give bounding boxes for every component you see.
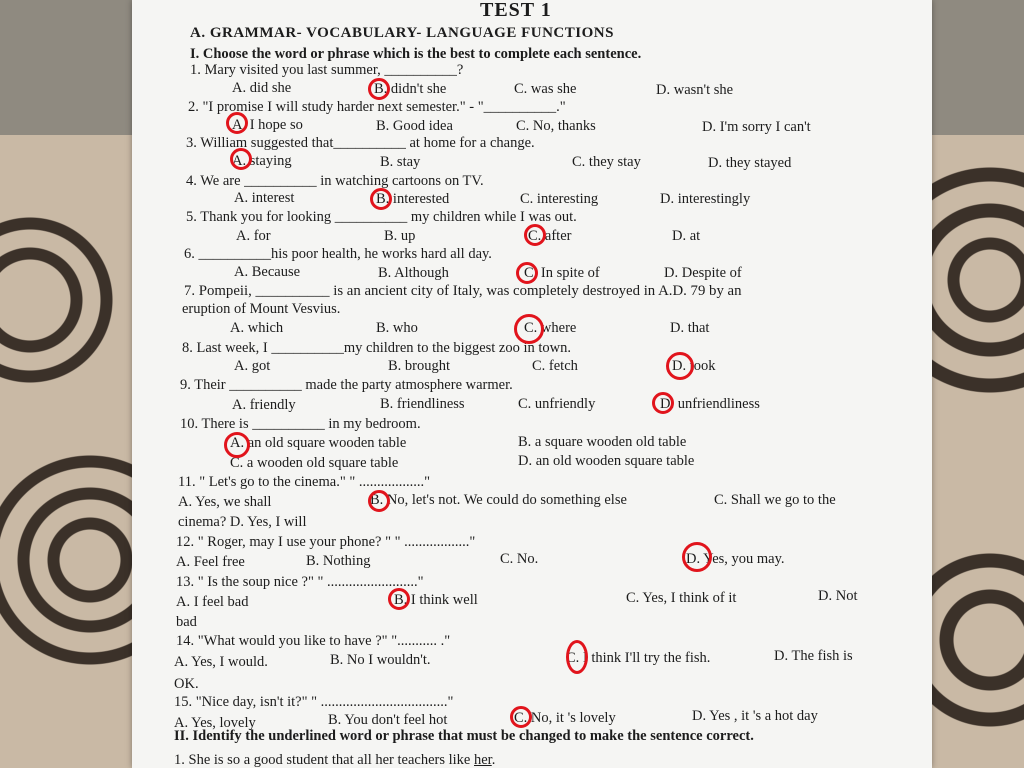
q13-option-b: B. I think well	[394, 592, 478, 608]
q1-option-d: D. wasn't she	[656, 82, 734, 98]
answer-circle-q1	[368, 78, 390, 100]
q9-option-b: B. friendliness	[380, 396, 465, 412]
q5-option-a: A. for	[236, 228, 271, 244]
q14-option-c: C. I think I'll try the fish.	[566, 650, 711, 666]
question-8: 8. Last week, I __________my children to the biggest zoo in town.	[182, 340, 572, 356]
q12-option-c: C. No.	[500, 551, 539, 567]
q13-option-d-cont: bad	[176, 614, 197, 630]
q11-option-c: C. Shall we go to the	[714, 492, 836, 508]
question-4: 4. We are __________ in watching cartoons on TV.	[186, 173, 484, 189]
q14-option-a: A. Yes, I would.	[174, 654, 268, 670]
q14-option-d-cont: OK.	[174, 676, 199, 692]
part-2-question-1-text: 1. She is so a good student that all her teachers like	[174, 752, 474, 768]
section-heading: A. GRAMMAR- VOCABULARY- LANGUAGE FUNCTIONS	[190, 25, 614, 41]
question-10: 10. There is __________ in my bedroom.	[180, 416, 421, 432]
q5-option-b: B. up	[384, 228, 416, 244]
q12-option-b: B. Nothing	[306, 553, 371, 569]
answer-circle-q14	[566, 640, 588, 674]
q7-option-c: C. where	[524, 320, 577, 336]
q10-option-d: D. an old wooden square table	[518, 453, 695, 469]
q1-option-b: B. didn't she	[374, 81, 447, 97]
q15-option-d: D. Yes , it 's a hot day	[692, 708, 818, 724]
question-12: 12. " Roger, may I use your phone? " " .................."	[176, 534, 476, 550]
answer-circle-q7	[514, 314, 544, 344]
question-9: 9. Their __________ made the party atmosphere warmer.	[180, 377, 513, 393]
q12-option-d: D. Yes, you may.	[686, 551, 785, 567]
q9-option-c: C. unfriendly	[518, 396, 596, 412]
question-1: 1. Mary visited you last summer, __________?	[190, 62, 464, 78]
q7-option-d: D. that	[670, 320, 710, 336]
question-7: 7. Pompeii, __________ is an ancient city of Italy, was completely destroyed in A.D. 79 by an	[184, 283, 742, 299]
q6-option-b: B. Although	[378, 265, 449, 281]
q2-option-d: D. I'm sorry I can't	[702, 119, 811, 135]
question-15: 15. "Nice day, isn't it?" " ..................................."	[174, 694, 454, 710]
q15-option-c: C. No, it 's lovely	[514, 710, 616, 726]
q10-option-b: B. a square wooden old table	[518, 434, 687, 450]
q1-option-c: C. was she	[514, 81, 577, 97]
q2-option-b: B. Good idea	[376, 118, 453, 134]
q11-option-b: B. No, let's not. We could do something else	[370, 492, 627, 508]
q12-option-a: A. Feel free	[176, 554, 245, 570]
q15-option-b: B. You don't feel hot	[328, 712, 448, 728]
q5-option-c: C. after	[528, 228, 572, 244]
instruction-2: II. Identify the underlined word or phrase that must be changed to make the sentence correct.	[174, 728, 754, 744]
question-3: 3. William suggested that__________ at home for a change.	[186, 135, 535, 151]
question-5: 5. Thank you for looking __________ my children while I was out.	[186, 209, 577, 225]
q6-option-c: C. In spite of	[524, 265, 600, 281]
q8-option-b: B. brought	[388, 358, 451, 374]
answer-circle-q13	[388, 588, 410, 610]
q15-option-a: A. Yes, lovely	[174, 715, 256, 731]
q4-option-d: D. interestingly	[660, 191, 751, 207]
answer-circle-q2	[226, 112, 248, 134]
question-11: 11. " Let's go to the cinema." " .................."	[178, 474, 431, 490]
q8-option-a: A. got	[234, 358, 271, 374]
q3-option-c: C. they stay	[572, 154, 641, 170]
question-2: 2. "I promise I will study harder next semester." - "__________."	[188, 99, 566, 115]
q2-option-c: C. No, thanks	[516, 118, 596, 134]
q1-option-a: A. did she	[232, 80, 292, 96]
answer-circle-q12	[682, 542, 712, 572]
q3-option-b: B. stay	[380, 154, 421, 170]
q6-option-a: A. Because	[234, 264, 301, 280]
instruction-1: I. Choose the word or phrase which is the best to complete each sentence.	[190, 46, 642, 62]
answer-circle-q3	[230, 148, 252, 170]
q9-option-d: D. unfriendliness	[660, 396, 760, 412]
q7-option-b: B. who	[376, 320, 418, 336]
answer-circle-q11	[368, 490, 390, 512]
answer-circle-q10	[224, 432, 250, 458]
q5-option-d: D. at	[672, 228, 701, 244]
q8-option-d: D. took	[672, 358, 716, 374]
part-2-question-1	[174, 752, 495, 768]
q13-option-c: C. Yes, I think of it	[626, 590, 737, 606]
question-14: 14. "What would you like to have ?" "........... ."	[176, 633, 451, 649]
part-2-question-1-end: .	[491, 752, 496, 768]
q6-option-d: D. Despite of	[664, 265, 742, 281]
test-paper	[132, 0, 932, 768]
q7-option-a: A. which	[230, 320, 284, 336]
q11-option-d: cinema? D. Yes, I will	[178, 514, 307, 530]
answer-circle-q15	[510, 706, 532, 728]
q14-option-d: D. The fish is	[774, 648, 853, 664]
q4-option-c: C. interesting	[520, 191, 599, 207]
q9-option-a: A. friendly	[232, 397, 296, 413]
q2-option-a: A. I hope so	[232, 117, 303, 133]
question-6: 6. __________his poor health, he works hard all day.	[184, 246, 492, 262]
q10-option-a: A. an old square wooden table	[230, 435, 407, 451]
q3-option-d: D. they stayed	[708, 155, 792, 171]
q8-option-c: C. fetch	[532, 358, 578, 374]
question-7-cont: eruption of Mount Vesvius.	[182, 301, 341, 317]
q14-option-b: B. No I wouldn't.	[330, 652, 431, 668]
underlined-word: her	[474, 752, 492, 768]
answer-circle-q8	[666, 352, 694, 380]
q13-option-a: A. I feel bad	[176, 594, 249, 610]
answer-circle-q5	[524, 224, 546, 246]
q3-option-a: A. staying	[232, 153, 292, 169]
question-13: 13. " Is the soup nice ?" " ........................."	[176, 574, 424, 590]
answer-circle-q4	[370, 188, 392, 210]
q4-option-a: A. interest	[234, 190, 295, 206]
test-title: TEST 1	[480, 0, 552, 21]
q4-option-b: B. interested	[376, 191, 450, 207]
q10-option-c: C. a wooden old square table	[230, 455, 399, 471]
answer-circle-q9	[652, 392, 674, 414]
q13-option-d: D. Not	[818, 588, 858, 604]
q11-option-a: A. Yes, we shall	[178, 494, 272, 510]
answer-circle-q6	[516, 262, 538, 284]
